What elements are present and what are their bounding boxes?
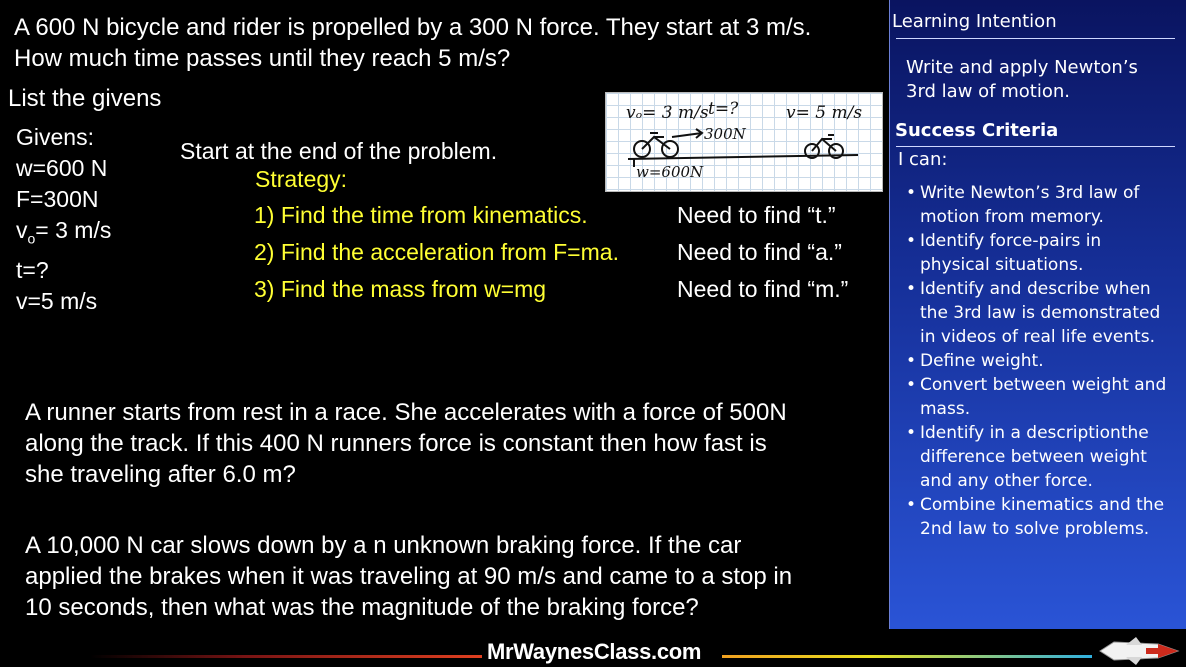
criterion-line: in videos of real life events. — [920, 327, 1155, 347]
sketch-drawing — [606, 93, 882, 191]
criterion-item — [906, 421, 1186, 493]
criterion-line: • Convert between weight and — [920, 375, 1167, 395]
divider — [896, 146, 1175, 147]
learning-intention-text — [906, 56, 1138, 104]
problem-3 — [25, 530, 792, 623]
given-final-velocity: v=5 m/s — [16, 287, 98, 314]
strategy-step-2 — [254, 234, 894, 271]
footer-line-left — [90, 655, 482, 658]
criterion-line: 2nd law to solve problems. — [920, 519, 1150, 539]
problem-1-line-2: How much time passes until they reach 5 m/s? — [14, 45, 511, 72]
step-text: 1) Find the time from kinematics. — [254, 202, 588, 228]
criterion-line: mass. — [920, 399, 971, 419]
list-givens-label: List the givens — [8, 85, 162, 112]
problem-2 — [25, 397, 787, 490]
given-initial-velocity — [16, 215, 111, 255]
start-note: Start at the end of the problem. — [180, 138, 498, 164]
given-time: t=? — [16, 256, 49, 283]
problem-2-line: A runner starts from rest in a race. She accelerates with a force of 500N — [25, 399, 787, 426]
strategy-step-3 — [254, 271, 894, 308]
brand-logo-text[interactable]: MrWaynesClass.com — [487, 639, 702, 664]
sketch-weight: w=600N — [636, 163, 704, 181]
strategy-title: Strategy: — [255, 166, 348, 192]
learning-panel — [889, 0, 1186, 629]
footer-line-right — [722, 655, 1092, 658]
success-criteria-list — [906, 181, 1186, 541]
whiteboard-sketch — [605, 92, 883, 192]
criterion-item — [906, 493, 1186, 541]
problem-3-line: applied the brakes when it was traveling at 90 m/s and came to a stop in — [25, 563, 793, 590]
v0-symbol: v — [16, 217, 28, 243]
criterion-line: motion from memory. — [920, 207, 1104, 227]
criterion-item — [906, 181, 1186, 229]
learning-text-line: Write and apply Newton’s — [906, 57, 1138, 78]
divider — [896, 38, 1175, 39]
criterion-line: difference between weight — [920, 447, 1147, 467]
step-text: 3) Find the mass from w=mg — [254, 276, 547, 302]
learning-text-line: 3rd law of motion. — [906, 81, 1070, 102]
learning-intention-title: Learning Intention — [892, 11, 1057, 32]
rocket-icon — [1096, 636, 1182, 666]
sketch-v: v= 5 m/s — [786, 103, 863, 123]
sketch-t: t=? — [708, 99, 739, 119]
problem-3-line: 10 seconds, then what was the magnitude of the braking force? — [25, 594, 699, 621]
i-can-label: I can: — [898, 149, 948, 170]
need-text: Need to find “t.” — [677, 202, 836, 228]
criterion-item — [906, 349, 1186, 373]
given-force: F=300N — [16, 186, 99, 212]
criterion-item — [906, 373, 1186, 421]
sketch-force: 300N — [704, 125, 746, 143]
criterion-line: • Identify and describe when — [920, 279, 1151, 299]
need-text: Need to find “a.” — [677, 239, 842, 265]
criterion-item — [906, 229, 1186, 277]
success-criteria-title: Success Criteria — [895, 120, 1059, 141]
criterion-line: the 3rd law is demonstrated — [920, 303, 1161, 323]
problem-3-line: A 10,000 N car slows down by a n unknown braking force. If the car — [25, 532, 742, 559]
v0-subscript: o — [27, 230, 36, 247]
criterion-item — [906, 277, 1186, 349]
criterion-line: • Define weight. — [920, 351, 1044, 371]
criterion-line: and any other force. — [920, 471, 1093, 491]
problem-1-line-1: A 600 N bicycle and rider is propelled by a 300 N force. They start at 3 m/s. — [14, 14, 812, 41]
criterion-line: • Identify in a descriptionthe — [920, 423, 1149, 443]
bicycle-icon — [634, 133, 678, 157]
given-weight: w=600 N — [16, 155, 108, 181]
criterion-line: physical situations. — [920, 255, 1084, 275]
criterion-line: • Identify force-pairs in — [920, 231, 1102, 251]
givens-title: Givens: — [16, 124, 94, 150]
problem-1 — [14, 12, 811, 74]
problem-2-line: she traveling after 6.0 m? — [25, 461, 296, 488]
sketch-v0: vₒ= 3 m/s — [626, 103, 709, 123]
criterion-line: • Combine kinematics and the — [920, 495, 1165, 515]
step-text: 2) Find the acceleration from F=ma. — [254, 239, 619, 265]
givens-list — [16, 122, 111, 317]
problem-2-line: along the track. If this 400 N runners force is constant then how fast is — [25, 430, 767, 457]
need-text: Need to find “m.” — [677, 276, 849, 302]
criterion-line: • Write Newton’s 3rd law of — [920, 183, 1140, 203]
strategy-steps — [254, 197, 894, 308]
strategy-step-1 — [254, 197, 894, 234]
v0-value: = 3 m/s — [35, 217, 112, 243]
